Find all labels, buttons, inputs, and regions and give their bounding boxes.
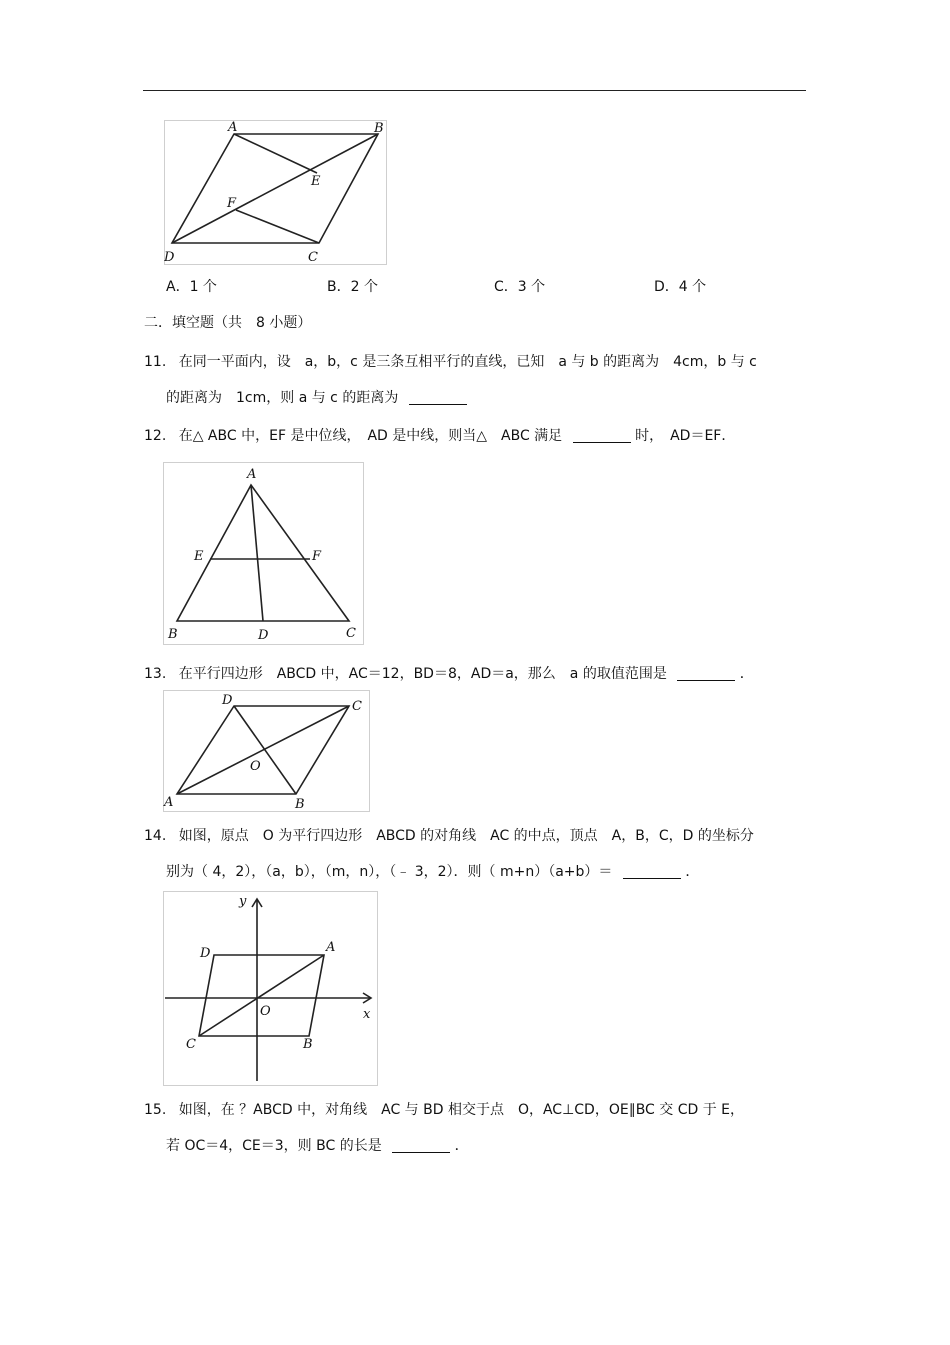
- question-text: 在同一平面内，设 a，b，c 是三条互相平行的直线，已知 a 与 b 的距离为 4cm，b 与 c: [178, 354, 757, 370]
- question-14-line2: [166, 863, 699, 881]
- question-text: 别为（ 4，2），（a，b），（m，n），（﹣ 3，2）．则（ m+n）（a+b）＝: [166, 864, 613, 880]
- question-11-line2: [166, 389, 467, 407]
- question-number: 15.: [144, 1102, 167, 1118]
- question-text: 如图，原点 O 为平行四边形 ABCD 的对角线 AC 的中点，顶点 A，B，C，D 的坐标分: [178, 828, 754, 844]
- label-f: F: [227, 196, 237, 211]
- label-y: y: [239, 894, 247, 909]
- question-number: 12.: [144, 428, 167, 444]
- option-d: D．4 个: [654, 279, 707, 295]
- question-number: 11.: [144, 354, 167, 370]
- label-a: A: [326, 940, 336, 955]
- label-c: C: [346, 626, 356, 641]
- question-text: 若 OC＝4，CE＝3，则 BC 的长是: [166, 1138, 382, 1154]
- label-o: O: [260, 1004, 271, 1019]
- label-b: B: [295, 797, 305, 812]
- label-b: B: [168, 627, 178, 642]
- figure-parallelogram-abcd-ef: [164, 120, 387, 265]
- label-a: A: [228, 120, 238, 135]
- option-a: A．1 个: [166, 279, 217, 295]
- figure-triangle-abc-median: [163, 462, 364, 645]
- question-15-line2: [166, 1137, 469, 1155]
- label-b: B: [374, 121, 384, 136]
- label-d: D: [258, 628, 269, 643]
- answer-blank: [392, 1138, 450, 1153]
- question-text: 如图，在 ？ABCD 中，对角线 AC 与 BD 相交于点 O，AC⊥CD，OE∥BC 交 CD 于 E，: [178, 1102, 745, 1118]
- question-13: [144, 665, 754, 683]
- question-12: [144, 427, 735, 445]
- header-rule: [143, 90, 806, 91]
- question-11-line1: [144, 353, 757, 371]
- label-c: C: [308, 250, 318, 265]
- figure-coordinate-parallelogram: [163, 891, 378, 1086]
- label-c: C: [186, 1037, 196, 1052]
- label-d: D: [164, 250, 175, 265]
- option-c: C．3 个: [494, 279, 546, 295]
- answer-blank: [623, 864, 681, 879]
- figure-parallelogram-abcd-o: [163, 690, 370, 812]
- label-a: A: [247, 467, 257, 482]
- label-d: D: [222, 693, 233, 708]
- question-text: ．: [454, 1138, 469, 1154]
- answer-blank: [573, 428, 631, 443]
- label-o: O: [250, 759, 261, 774]
- question-14-line1: [144, 827, 754, 845]
- label-c: C: [352, 699, 362, 714]
- label-b: B: [303, 1037, 313, 1052]
- question-text: ．: [685, 864, 700, 880]
- question-text: ．: [739, 666, 754, 682]
- label-x: x: [363, 1007, 371, 1022]
- label-d: D: [200, 946, 211, 961]
- question-text: 的距离为 1cm，则 a 与 c 的距离为: [166, 390, 399, 406]
- option-b: B．2 个: [327, 279, 378, 295]
- question-text: 时， AD＝EF．: [635, 428, 736, 444]
- question-number: 13.: [144, 666, 167, 682]
- question-number: 14.: [144, 828, 167, 844]
- label-a: A: [164, 795, 174, 810]
- question-15-line1: [144, 1101, 744, 1119]
- section-heading: 二．填空题（共 8 小题）: [144, 315, 312, 331]
- answer-blank: [677, 666, 735, 681]
- label-e: E: [194, 549, 204, 564]
- answer-blank: [409, 390, 467, 405]
- label-f: F: [312, 549, 322, 564]
- question-text: 在平行四边形 ABCD 中，AC＝12，BD＝8，AD＝a，那么 a 的取值范围是: [178, 666, 667, 682]
- question-text: 在△ ABC 中，EF 是中位线， AD 是中线，则当△ ABC 满足: [178, 428, 563, 444]
- label-e: E: [311, 174, 321, 189]
